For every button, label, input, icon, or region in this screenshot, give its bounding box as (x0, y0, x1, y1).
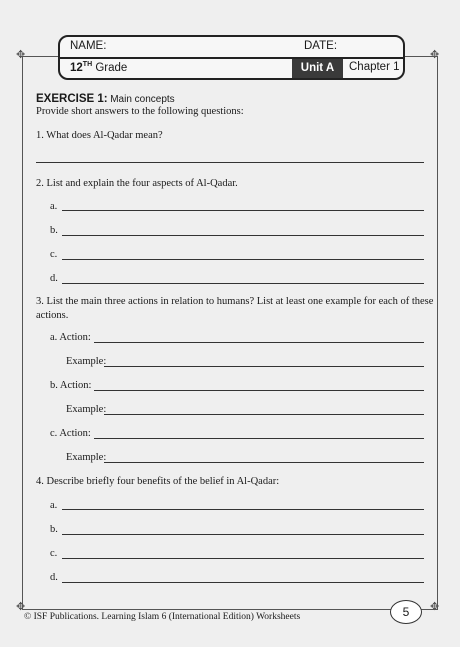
question-3-line-1: 3. List the main three actions in relation to humans? List at least one example for each of these (36, 296, 434, 307)
corner-ornament-bottom-left: ✥ (16, 601, 26, 613)
corner-ornament-top-left: ✥ (16, 49, 26, 61)
exercise-instruction: Provide short answers to the following questions: (36, 106, 244, 117)
corner-ornament-top-right: ✥ (430, 49, 440, 61)
answer-line[interactable] (62, 235, 424, 236)
unit-badge: Unit A (292, 59, 343, 78)
grade-number: 12 (70, 61, 83, 74)
example-label: Example: (66, 452, 107, 463)
answer-line[interactable] (62, 582, 424, 583)
question-4: 4. Describe briefly four benefits of the belief in Al-Qadar: (36, 476, 280, 487)
date-label: DATE: (304, 40, 338, 52)
grade-suffix: TH (82, 61, 93, 68)
example-label: Example: (66, 404, 107, 415)
item-label-a: a. (50, 500, 58, 511)
action-label-a: a. Action: (50, 332, 91, 343)
answer-line[interactable] (94, 438, 424, 439)
question-3-line-2: actions. (36, 310, 69, 321)
name-label: NAME: (70, 40, 107, 52)
answer-line[interactable] (62, 259, 424, 260)
answer-line[interactable] (104, 366, 424, 367)
answer-line[interactable] (62, 509, 424, 510)
answer-line[interactable] (62, 534, 424, 535)
grade-word: Grade (95, 61, 128, 74)
item-label-d: d. (50, 572, 58, 583)
grade-unit-box (58, 57, 405, 80)
answer-line[interactable] (62, 210, 424, 211)
answer-line[interactable] (94, 342, 424, 343)
answer-line[interactable] (62, 558, 424, 559)
item-label-d: d. (50, 273, 58, 284)
item-label-c: c. (50, 548, 58, 559)
example-label: Example: (66, 356, 107, 367)
answer-line[interactable] (94, 390, 424, 391)
answer-line[interactable] (36, 162, 424, 163)
name-date-box (58, 35, 405, 59)
item-label-b: b. (50, 225, 58, 236)
exercise-title: EXERCISE 1: (36, 93, 108, 105)
corner-ornament-bottom-right: ✥ (430, 601, 440, 613)
footer-copyright: © ISF Publications. Learning Islam 6 (International Edition) Worksheets (24, 612, 301, 622)
item-label-c: c. (50, 249, 58, 260)
exercise-subtitle: Main concepts (110, 94, 175, 105)
chapter-label: Chapter 1 (349, 61, 400, 73)
answer-line[interactable] (62, 283, 424, 284)
page-number: 5 (390, 600, 422, 624)
question-2: 2. List and explain the four aspects of Al-Qadar. (36, 178, 238, 189)
grade-label (70, 61, 127, 74)
answer-line[interactable] (104, 414, 424, 415)
action-label-b: b. Action: (50, 380, 92, 391)
answer-line[interactable] (104, 462, 424, 463)
item-label-b: b. (50, 524, 58, 535)
item-label-a: a. (50, 201, 58, 212)
action-label-c: c. Action: (50, 428, 91, 439)
exercise-heading (36, 93, 175, 105)
question-1: 1. What does Al-Qadar mean? (36, 130, 163, 141)
